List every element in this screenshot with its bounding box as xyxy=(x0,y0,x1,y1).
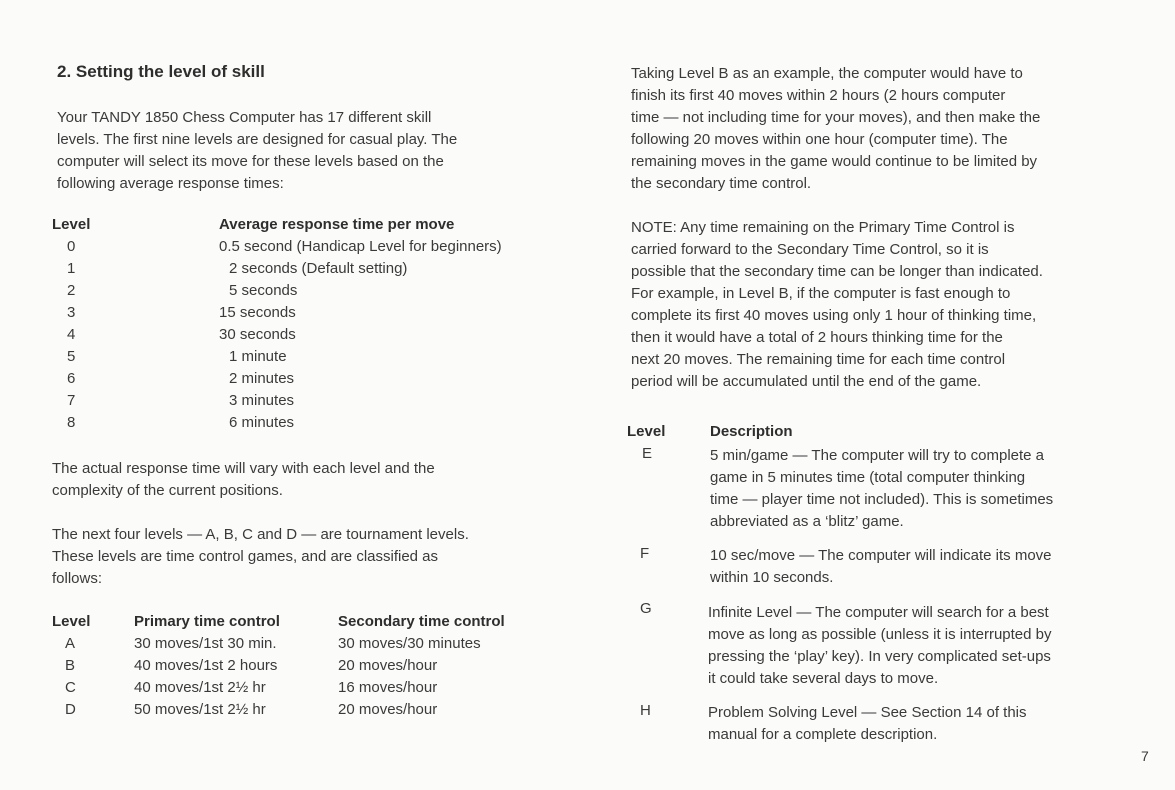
text-line: computer will select its move for these levels based on the xyxy=(57,153,444,170)
text-line: time — not including time for your moves), and then make the xyxy=(631,109,1041,126)
table-header-level: Level xyxy=(627,423,666,440)
level-cell: 5 xyxy=(67,348,76,365)
level-cell: 1 xyxy=(67,260,76,277)
time-cell: 30 seconds xyxy=(219,326,296,343)
text-line: Taking Level B as an example, the computer would have to xyxy=(631,65,1023,82)
text-line: The actual response time will vary with each level and the xyxy=(52,460,435,477)
text-line: manual for a complete description. xyxy=(708,726,938,743)
text-line: remaining moves in the game would continue to be limited by xyxy=(631,153,1038,170)
text-line: complete its first 40 moves using only 1 hour of thinking time, xyxy=(631,307,1037,324)
level-cell: 8 xyxy=(67,414,76,431)
text-line: carried forward to the Secondary Time Control, so it is xyxy=(631,241,989,258)
table-header-time: Average response time per move xyxy=(219,216,455,233)
text-line: move as long as possible (unless it is interrupted by xyxy=(708,626,1052,643)
text-line: within 10 seconds. xyxy=(710,569,834,586)
time-cell: 5 seconds xyxy=(229,282,298,299)
text-line: For example, in Level B, if the computer is fast enough to xyxy=(631,285,1011,302)
table-header-level: Level xyxy=(52,613,91,630)
level-cell: B xyxy=(65,657,76,674)
table-header-description: Description xyxy=(710,423,793,440)
text-line: 10 sec/move — The computer will indicate its move xyxy=(710,547,1052,564)
description-cell xyxy=(710,545,1052,589)
level-cell: 3 xyxy=(67,304,76,321)
level-cell: 2 xyxy=(67,282,76,299)
level-cell: D xyxy=(65,701,76,718)
text-line: Problem Solving Level — See Section 14 of this xyxy=(708,704,1027,721)
time-cell: 2 seconds (Default setting) xyxy=(229,260,408,277)
description-cell xyxy=(708,702,1027,746)
page-number: 7 xyxy=(1141,748,1149,764)
level-cell: 7 xyxy=(67,392,76,409)
description-cell xyxy=(710,445,1053,533)
secondary-cell: 30 moves/30 minutes xyxy=(338,635,481,652)
primary-cell: 40 moves/1st 2 hours xyxy=(134,657,278,674)
time-cell: 15 seconds xyxy=(219,304,296,321)
text-line: Infinite Level — The computer will search for a best xyxy=(708,604,1049,621)
text-line: complexity of the current positions. xyxy=(52,482,283,499)
text-line: pressing the ‘play’ key). In very complicated set-ups xyxy=(708,648,1051,665)
primary-cell: 50 moves/1st 2½ hr xyxy=(134,701,266,718)
level-cell: C xyxy=(65,679,76,696)
level-cell: 0 xyxy=(67,238,76,255)
secondary-cell: 20 moves/hour xyxy=(338,701,438,718)
example-paragraph xyxy=(631,63,1040,195)
table-header-level: Level xyxy=(52,216,91,233)
table-header-primary: Primary time control xyxy=(134,613,280,630)
description-cell xyxy=(708,602,1052,690)
primary-cell: 30 moves/1st 30 min. xyxy=(134,635,277,652)
text-line: finish its first 40 moves within 2 hours (2 hours computer xyxy=(631,87,1006,104)
secondary-cell: 16 moves/hour xyxy=(338,679,438,696)
level-cell: H xyxy=(640,702,651,719)
time-cell: 2 minutes xyxy=(229,370,295,387)
tournament-paragraph xyxy=(52,524,469,590)
text-line: Your TANDY 1850 Chess Computer has 17 different skill xyxy=(57,109,432,126)
response-paragraph xyxy=(52,458,435,502)
level-cell: A xyxy=(65,635,76,652)
text-line: following average response times: xyxy=(57,175,284,192)
text-line: period will be accumulated until the end of the game. xyxy=(631,373,982,390)
text-line: the secondary time control. xyxy=(631,175,812,192)
level-cell: G xyxy=(640,600,652,617)
text-line: The next four levels — A, B, C and D — are tournament levels. xyxy=(52,526,469,543)
text-line: NOTE: Any time remaining on the Primary Time Control is xyxy=(631,219,1015,236)
text-line: game in 5 minutes time (total computer thinking xyxy=(710,469,1026,486)
text-line: then it would have a total of 2 hours thinking time for the xyxy=(631,329,1003,346)
note-paragraph xyxy=(631,217,1043,393)
text-line: next 20 moves. The remaining time for each time control xyxy=(631,351,1006,368)
level-cell: E xyxy=(642,445,653,462)
time-cell: 0.5 second (Handicap Level for beginners) xyxy=(219,238,502,255)
table-header-secondary: Secondary time control xyxy=(338,613,505,630)
time-cell: 1 minute xyxy=(229,348,287,365)
secondary-cell: 20 moves/hour xyxy=(338,657,438,674)
time-cell: 3 minutes xyxy=(229,392,295,409)
time-cell: 6 minutes xyxy=(229,414,295,431)
text-line: 5 min/game — The computer will try to complete a xyxy=(710,447,1045,464)
level-cell: F xyxy=(640,545,650,562)
level-cell: 6 xyxy=(67,370,76,387)
text-line: following 20 moves within one hour (computer time). The xyxy=(631,131,1008,148)
text-line: it could take several days to move. xyxy=(708,670,939,687)
text-line: possible that the secondary time can be longer than indicated. xyxy=(631,263,1043,280)
level-cell: 4 xyxy=(67,326,76,343)
text-line: levels. The first nine levels are designed for casual play. The xyxy=(57,131,458,148)
text-line: These levels are time control games, and are classified as xyxy=(52,548,439,565)
text-line: time — player time not included). This is sometimes xyxy=(710,491,1054,508)
intro-paragraph xyxy=(57,107,457,195)
section-heading: 2. Setting the level of skill xyxy=(57,62,265,81)
primary-cell: 40 moves/1st 2½ hr xyxy=(134,679,266,696)
text-line: follows: xyxy=(52,570,103,587)
text-line: abbreviated as a ‘blitz’ game. xyxy=(710,513,904,530)
